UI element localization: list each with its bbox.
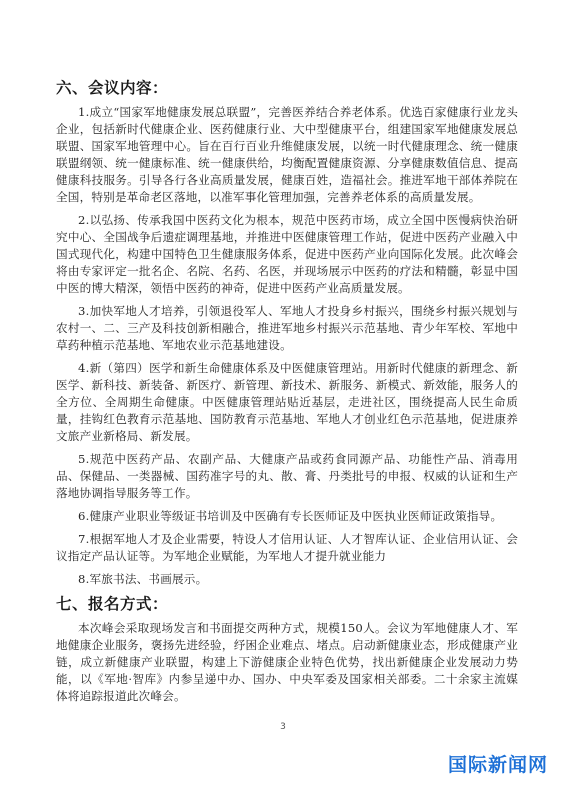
watermark-logo: 国际新闻网 xyxy=(447,754,548,776)
section-registration xyxy=(56,594,518,705)
section-6-item-8: 8.军旅书法、书画展示。 xyxy=(78,572,208,586)
section-6-item-7: 7.根据军地人才及企业需要，特设人才信用认证、人才智库认证、企业信用认证、会议指定产品认证等。为军地企业赋能，为军地人才提升就业能力 xyxy=(56,532,518,563)
document-content xyxy=(56,78,518,711)
section-6-item-5: 5.规范中医药产品、农副产品、大健康产品或药食同源产品、功能性产品、消毒用品、保健品、一类器械、国药准字号的丸、散、膏、丹类批号的申报、权威的认证和生产落地协调指导服务等工作。 xyxy=(56,452,518,500)
section-6-item-3: 3.加快军地人才培养，引领退役军人、军地人才投身乡村振兴，围绕乡村振兴规划与农村一、二、三产及科技创新相融合，推进军地乡村振兴示范基地、青少年军校、军地中草药种植示范基地、军地农业示范基地建设。 xyxy=(56,304,518,352)
section-6-item-6: 6.健康产业职业等级证书培训及中医确有专长医师证及中医执业医师证政策指导。 xyxy=(78,509,503,523)
section-6-item-1: 1.成立“国家军地健康发展总联盟”，完善医养结合养老体系。优选百家健康行业龙头企业，包括新时代健康企业、医药健康行业、大中型健康平台，组建国家军地健康发展总联盟、国家军地管理中心。旨在百行百业升维健康发展，以统一时代健康理念、统一健康联盟纲领、统一健康标准、统一健康供给，均衡配置健康资源、分享健康数值信息、提高健康科技服务。引导各行各业高质量发展，健康百姓，造福社会。推进军地干部体养院在全国，特别是革命老区落地，以准军事化管理加强，完善养老体系的高质量发展。 xyxy=(56,105,518,204)
section-7-body: 本次峰会采取现场发言和书面提交两种方式，规模150人。会议为军地健康人才、军地健康企业服务，褒扬先进经验，纾困企业难点、堵点。启动新健康业态，形成健康产业链，成立新健康产业联盟，构建上下游健康企业特色优势，找出新健康企业发展动力势能，以《军地·智库》内参呈递中办、国办、中央军委及国家相关部委。二十余家主流媒体将追踪报道此次峰会。 xyxy=(56,621,518,703)
section-meeting-content xyxy=(56,78,518,588)
section-6-item-2: 2.以弘扬、传承我国中医药文化为根本，规范中医药市场，成立全国中医慢病快治研究中心、全国战争后遗症调理基地，并推进中医健康管理工作站，促进中医药产业融入中国式现代化，构建中国特色卫生健康服务体系，促进中医药产业向国际化发展。此次峰会将由专家评定一批名企、名院、名药、名医，并现场展示中医药的疗法和精髓，彰显中国中医的博大精深，领悟中医药的神奇，促进中医药产业高质量发展。 xyxy=(56,213,518,295)
section-6-item-4: 4.新（第四）医学和新生命健康体系及中医健康管理站。用新时代健康的新理念、新医学、新科技、新装备、新医疗、新管理、新技术、新服务、新模式、新效能，服务人的全方位、全周期生命健康。中医健康管理站贴近基层，走进社区，围绕提高人民生命质量，挂钩红色教育示范基地、国防教育示范基地、军地人才创业红色示范基地，促进康养文旅产业新格局、新发展。 xyxy=(56,361,518,443)
page-number: 3 xyxy=(280,722,286,732)
section-7-heading: 七、报名方式： xyxy=(56,595,169,613)
section-6-heading: 六、会议内容： xyxy=(56,79,169,97)
